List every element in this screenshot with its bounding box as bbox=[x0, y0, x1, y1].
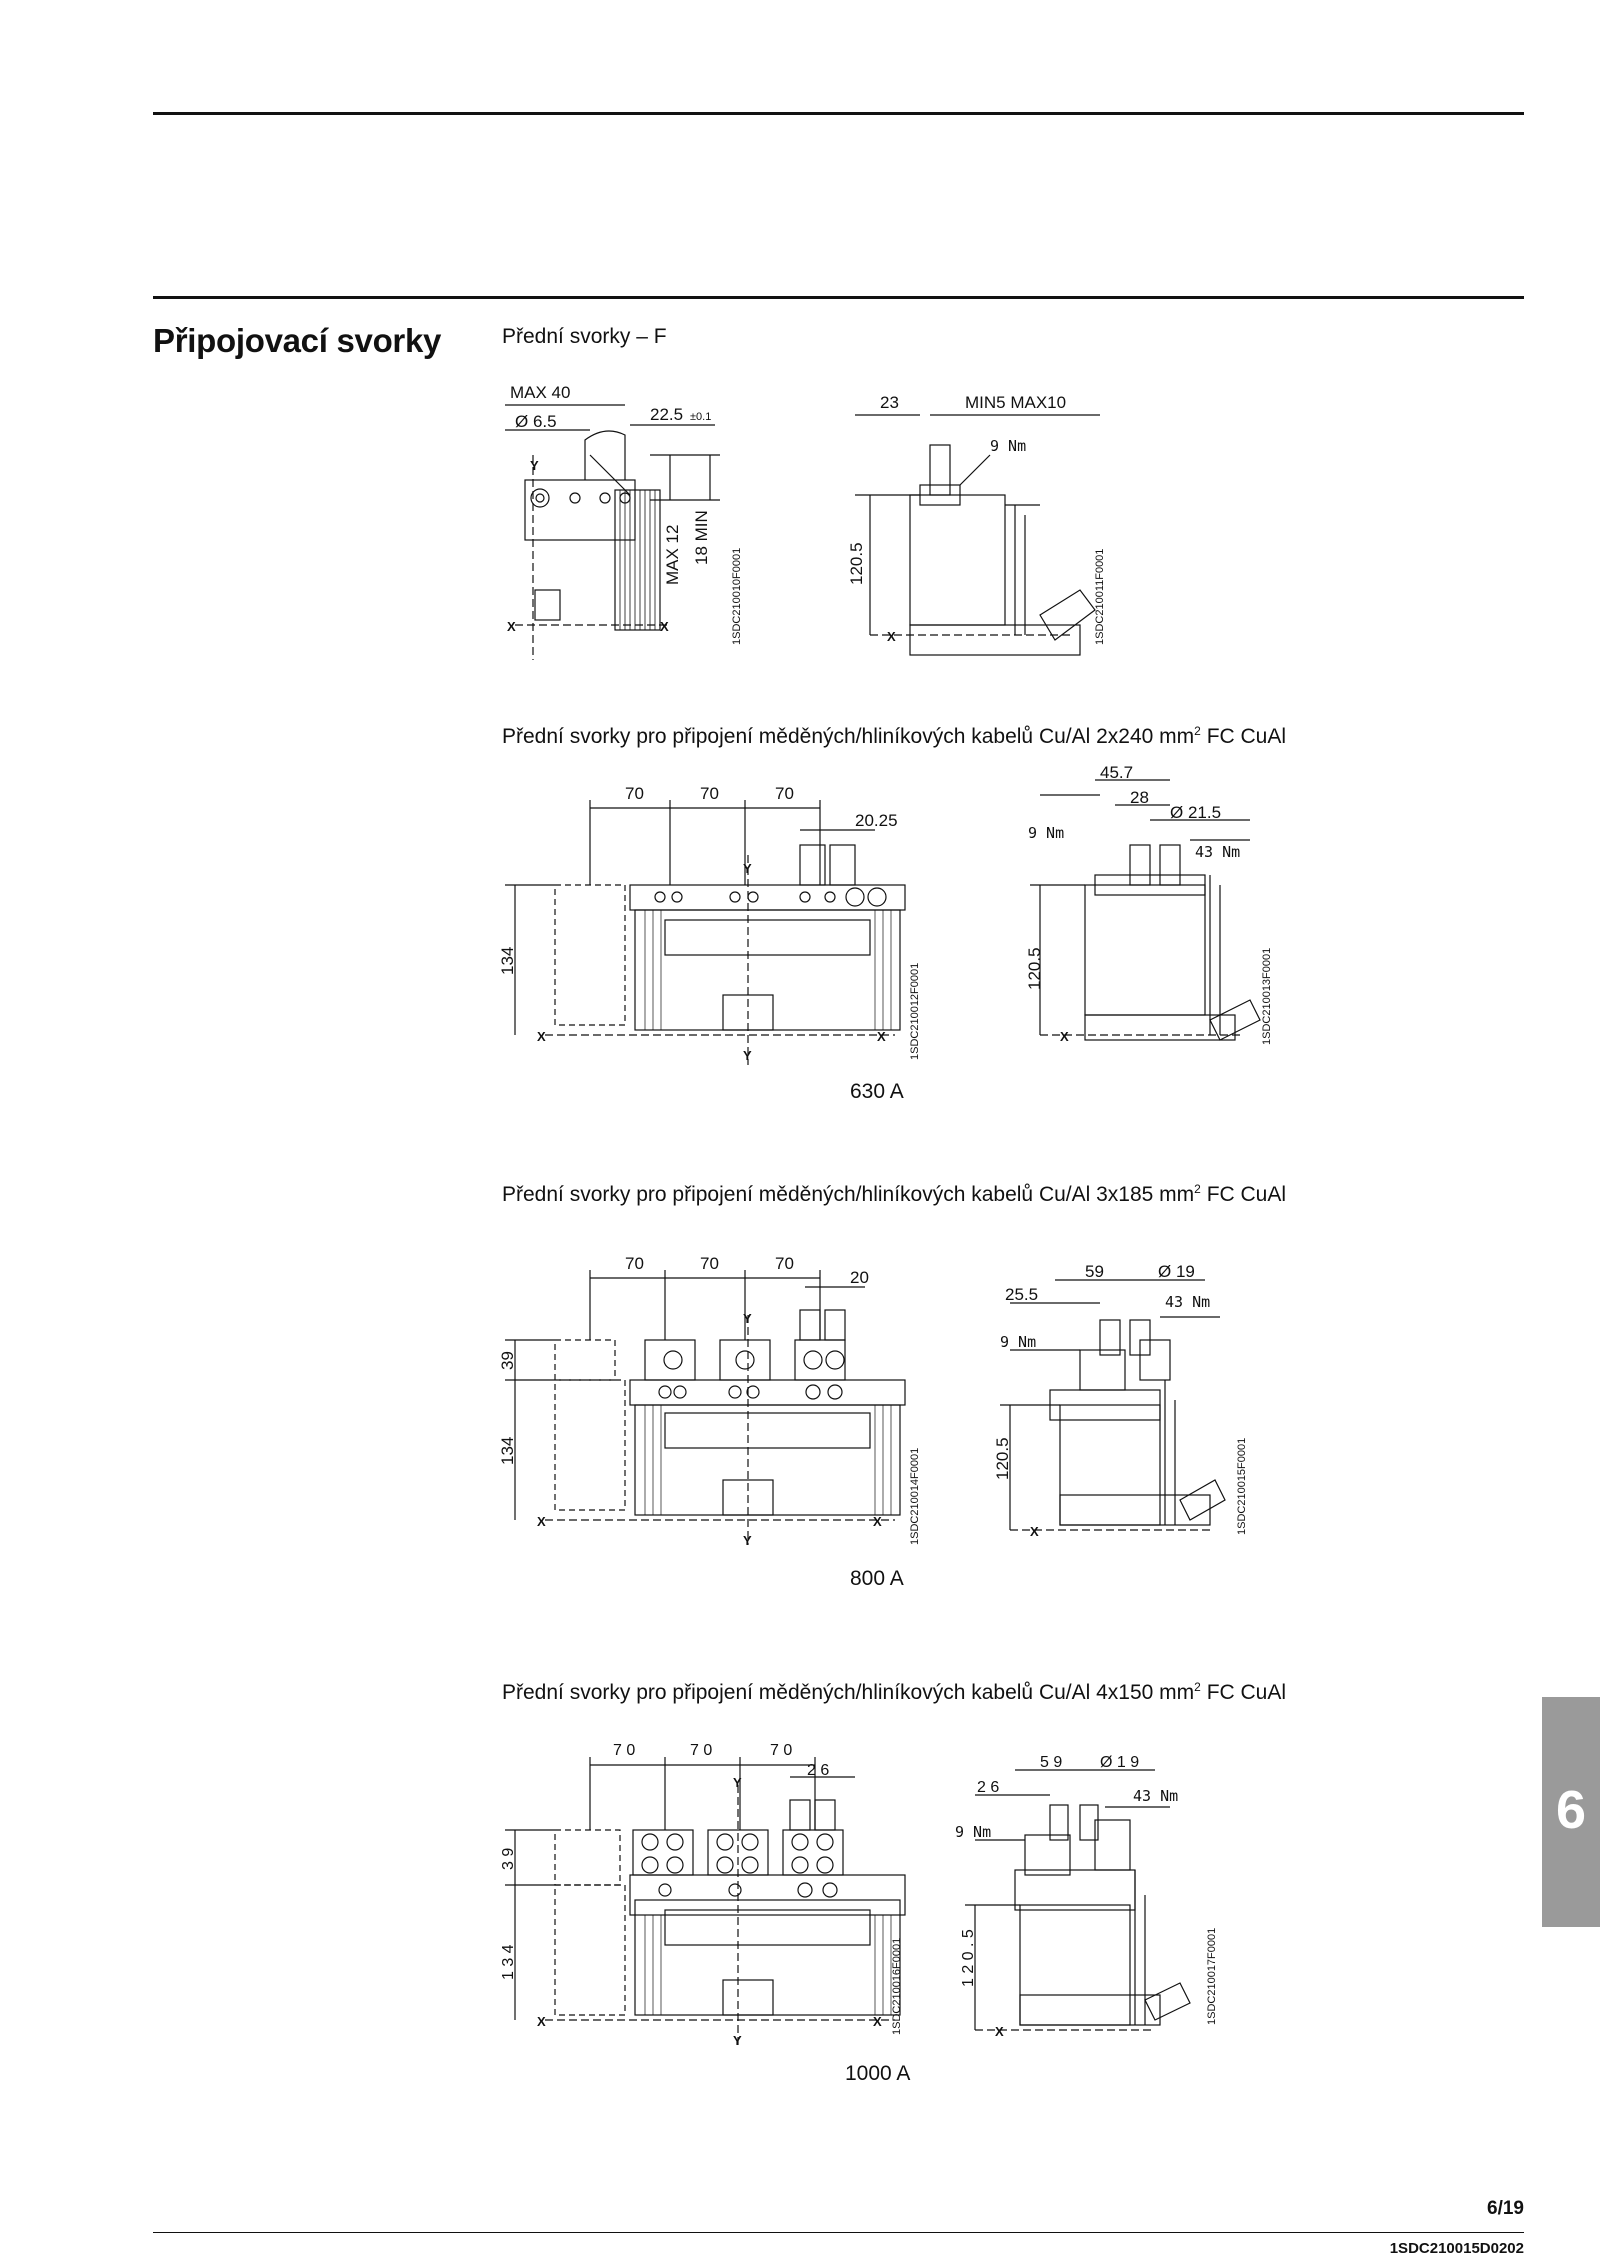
section-rule bbox=[153, 296, 1524, 299]
axis-label: X bbox=[507, 619, 516, 634]
dim-label: 23 bbox=[880, 393, 899, 412]
axis-label: X bbox=[1060, 1029, 1069, 1044]
dim-label: 45.7 bbox=[1100, 763, 1134, 782]
dim-label: MAX 40 bbox=[510, 383, 571, 402]
dim-label: 70 bbox=[775, 1254, 794, 1273]
dim-label: 70 bbox=[775, 784, 794, 803]
dim-label: 2 6 bbox=[977, 1779, 1000, 1796]
drawing-front-terminal-f-side bbox=[847, 385, 1120, 670]
amperage-label: 800 A bbox=[850, 1567, 904, 1590]
dim-label: 59 bbox=[1085, 1262, 1104, 1281]
drawing-3x185-front bbox=[495, 1245, 935, 1555]
dim-label: 43 Nm bbox=[1133, 1787, 1179, 1805]
dim-label: ±0.1 bbox=[690, 411, 712, 423]
drawing-front-terminal-f bbox=[495, 375, 765, 670]
section-title: Připojovací svorky bbox=[153, 322, 442, 359]
figure-code: 1SDC210015F0001 bbox=[1236, 1437, 1248, 1535]
dim-label: 120.5 bbox=[847, 542, 866, 585]
dim-label: Ø 21.5 bbox=[1170, 803, 1222, 822]
axis-label: Y bbox=[743, 1048, 752, 1063]
dim-label: 1 3 4 bbox=[500, 1944, 517, 1980]
dim-label: 134 bbox=[498, 946, 517, 975]
dim-label: 20 bbox=[850, 1268, 869, 1287]
figure-code: 1SDC210011F0001 bbox=[1094, 548, 1106, 645]
axis-label: Y bbox=[733, 1775, 742, 1790]
axis-label: X bbox=[537, 1029, 546, 1044]
axis-label: X bbox=[877, 1029, 886, 1044]
dim-label: 2 6 bbox=[807, 1762, 830, 1779]
dim-label: 9 Nm bbox=[990, 437, 1027, 455]
dim-label: 43 Nm bbox=[1195, 843, 1241, 861]
dim-label: 9 Nm bbox=[1000, 1333, 1037, 1351]
amperage-label: 1000 A bbox=[845, 2062, 911, 2085]
drawing-4x150-side bbox=[955, 1745, 1235, 2050]
dim-label: MIN5 MAX10 bbox=[965, 393, 1067, 412]
dim-label: 9 Nm bbox=[955, 1823, 992, 1841]
dim-label: 20.25 bbox=[855, 811, 898, 830]
figure-code: 1SDC210014F0001 bbox=[909, 1447, 921, 1545]
dim-label: 25.5 bbox=[1005, 1285, 1039, 1304]
dim-label: 120.5 bbox=[993, 1437, 1012, 1480]
axis-label: X bbox=[537, 1514, 546, 1529]
dim-label: 70 bbox=[700, 1254, 719, 1273]
axis-label: X bbox=[660, 619, 669, 634]
axis-label: Y bbox=[743, 1311, 752, 1326]
dim-label: 7 0 bbox=[770, 1742, 793, 1759]
dim-label: Ø 1 9 bbox=[1100, 1754, 1140, 1771]
group-caption: Přední svorky – F bbox=[502, 325, 667, 348]
top-rule bbox=[153, 112, 1524, 115]
dim-label: 43 Nm bbox=[1165, 1293, 1211, 1311]
dim-label: 18 MIN bbox=[692, 510, 711, 565]
axis-label: Y bbox=[743, 861, 752, 876]
axis-label: X bbox=[873, 1514, 882, 1529]
dim-label: 70 bbox=[625, 784, 644, 803]
dim-label: Ø 6.5 bbox=[515, 412, 557, 431]
drawing-2x240-front bbox=[495, 775, 935, 1075]
axis-label: X bbox=[1030, 1524, 1039, 1539]
footer-rule bbox=[153, 2232, 1524, 2233]
group-caption: Přední svorky pro připojení měděných/hliníkových kabelů Cu/Al 2x240 $mm^2$ FC CuAl bbox=[502, 724, 1287, 748]
dim-label: Ø 19 bbox=[1158, 1262, 1195, 1281]
dim-label: 28 bbox=[1130, 788, 1149, 807]
figure-code: 1SDC210010F0001 bbox=[731, 547, 743, 645]
axis-label: Y bbox=[743, 1533, 752, 1548]
drawing-3x185-side bbox=[990, 1255, 1270, 1555]
page-number: 6/19 bbox=[1487, 2198, 1524, 2219]
group-caption: Přední svorky pro připojení měděných/hliníkových kabelů Cu/Al 3x185 $mm^2$ FC CuAl bbox=[502, 1182, 1287, 1206]
figure-code: 1SDC210017F0001 bbox=[1206, 1927, 1218, 2025]
dim-label: 120.5 bbox=[1025, 947, 1044, 990]
chapter-tab-label: 6 bbox=[1555, 1780, 1587, 1840]
dim-label: 39 bbox=[498, 1351, 517, 1370]
drawing-4x150-front bbox=[495, 1735, 935, 2055]
axis-label: X bbox=[887, 629, 896, 644]
dim-label: 1 2 0 . 5 bbox=[960, 1929, 977, 1987]
dim-label: 134 bbox=[498, 1436, 517, 1465]
axis-label: Y bbox=[530, 458, 539, 473]
axis-label: Y bbox=[733, 2033, 742, 2048]
axis-label: X bbox=[873, 2014, 882, 2029]
dim-label: 7 0 bbox=[690, 1742, 713, 1759]
axis-label: X bbox=[995, 2024, 1004, 2039]
chapter-tab bbox=[1542, 1697, 1600, 1927]
amperage-label: 630 A bbox=[850, 1080, 904, 1103]
document-code: 1SDC210015D0202 bbox=[1389, 2240, 1524, 2257]
axis-label: X bbox=[537, 2014, 546, 2029]
figure-code: 1SDC210012F0001 bbox=[909, 962, 921, 1060]
dim-label: 70 bbox=[625, 1254, 644, 1273]
group-caption: Přední svorky pro připojení měděných/hliníkových kabelů Cu/Al 4x150 $mm^2$ FC CuAl bbox=[502, 1680, 1287, 1704]
dim-label: 22.5 bbox=[650, 405, 684, 424]
drawing-2x240-side bbox=[1020, 765, 1290, 1065]
dim-label: 3 9 bbox=[500, 1847, 517, 1870]
figure-code: 1SDC210016F0001 bbox=[891, 1937, 903, 2035]
dim-label: 70 bbox=[700, 784, 719, 803]
dim-label: 5 9 bbox=[1040, 1754, 1063, 1771]
dim-label: 9 Nm bbox=[1028, 824, 1065, 842]
dim-label: 7 0 bbox=[613, 1742, 636, 1759]
figure-code: 1SDC210013F0001 bbox=[1261, 947, 1273, 1045]
dim-label: MAX 12 bbox=[663, 524, 682, 585]
